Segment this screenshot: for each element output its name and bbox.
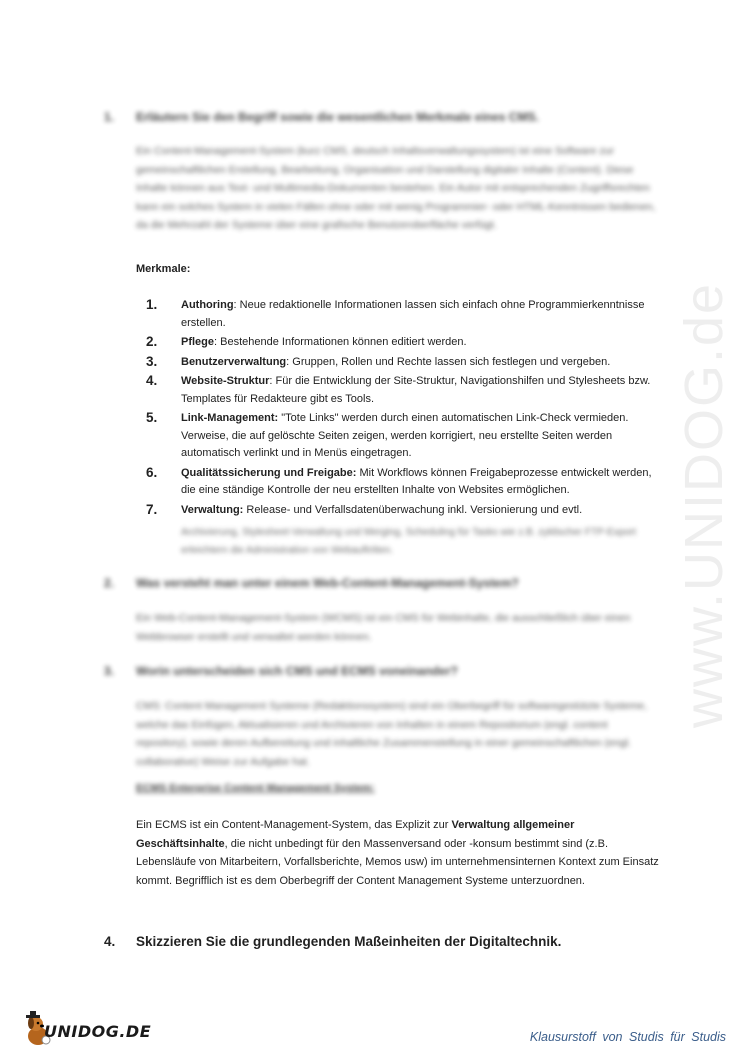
- list-number: 3.: [146, 353, 158, 369]
- ecms-text-part: Ein ECMS ist ein Content-Management-System, das Explizit zur: [136, 819, 452, 831]
- list-term: Website-Struktur: [181, 375, 270, 387]
- list-text: Mit Workflows können Freigabeprozesse entwickelt werden, die eine ständige Kontrolle der neu erstellten Inhalte von Websites ermöglichen.: [181, 466, 652, 496]
- list-number: 2.: [146, 334, 158, 349]
- watermark: [674, 280, 734, 730]
- ecms-text-part: , die nicht unbedingt für den Massenversand oder -konsum bestimmt sind (z.B. Lebensläufe von Mitarbeitern, Vorfallsberichte, Memos usw) im unternehmensinternen Kontext zum Einsatz kommt. Begrifflich ist es dem Oberbegriff der Content Management Systeme unterzuordnen.: [136, 837, 659, 887]
- question-text: Skizzieren Sie die grundlegenden Maßeinheiten der Digitaltechnik.: [136, 934, 562, 949]
- list-item: [146, 334, 656, 352]
- ecms-text-bold: Verwaltung allgemeiner Geschäftsinhalte: [136, 819, 575, 850]
- q2-answer: Ein Web-Content-Management-System (WCMS) ist ein CMS für Webinhalte, die ausschließlich über einen Webbrowser erstellt und verwaltet werden können.: [136, 612, 631, 643]
- list-separator: :: [214, 336, 221, 348]
- question-number: 4.: [104, 934, 116, 949]
- list-number: 6.: [146, 464, 158, 480]
- list-item: [146, 502, 656, 520]
- ecms-heading: ECMS Enterprise Content Management System:: [136, 782, 375, 794]
- list-text: Release- und Verfallsdatenüberwachung inkl. Versionierung und evtl.: [246, 503, 583, 516]
- footer-slogan: Klausurstoff von Studis für Studis: [529, 1030, 726, 1044]
- list-number: 4.: [146, 373, 158, 388]
- list-item: [146, 373, 656, 408]
- list-text: Für die Entwicklung der Site-Struktur, Navigationshilfen und Stylesheets bzw. Templates für Redakteure gibt es Tools.: [181, 375, 651, 405]
- question-text: Was versteht man unter einem Web-Content-Management-System?: [136, 576, 519, 590]
- question-number: 2.: [104, 576, 115, 590]
- list-separator: :: [269, 375, 276, 387]
- ecms-paragraph: [136, 816, 661, 890]
- list-text: Neue redaktionelle Informationen lassen sich einfach ohne Programmierkenntnisse erstellen.: [181, 299, 645, 329]
- merkmale-list: [146, 297, 656, 521]
- list-term: Pflege: [181, 336, 215, 348]
- list-text: Bestehende Informationen können editiert werden.: [220, 336, 467, 348]
- list-separator: :: [286, 355, 293, 368]
- verwaltung-continuation: Archivierung, Stylesheet-Verwaltung und Merging, Scheduling für Tasks wie z.B. zyklischer FTP-Export erleichtern die Administration von Webauftritten.: [181, 527, 637, 556]
- question-number: 3.: [104, 664, 115, 678]
- q3-cms-answer: CMS: Content Management Systeme (Redaktionssystem) sind ein Oberbegriff für softwaregestützte Systeme, welche das Einfügen, Aktualisieren und Archivieren von Inhalten in einem Repositorium (engl. content repository), sowie deren Aufbereitung und inhaltliche Zusammenstellung in einer gemeinschaftlichen (engl. collaborative) Weise zur Aufgabe hat.: [136, 700, 648, 768]
- list-term: Qualitätssicherung und Freigabe:: [181, 466, 357, 479]
- list-number: 7.: [146, 501, 158, 517]
- intro-paragraph: Ein Content-Management-System (kurz CMS, deutsch Inhaltsverwaltungssystem) ist eine Software zur gemeinschaftlichen Erstellung, Bearbeitung, Organisation und Darstellung digitaler Inhalte (Content). Diese Inhalte können aus Text- und Multimedia-Dokumenten bestehen. Ein Autor mit entsprechenden Zugriffsrechten kann ein solches System in vielen Fällen ohne oder mit wenig Programmier- oder HTML-Kenntnissen bedienen, da die Mehrzahl der Systeme über eine grafische Benutzeroberfläche verfügt.: [136, 145, 656, 231]
- list-number: 1.: [146, 297, 158, 312]
- question-text: Worin unterscheiden sich CMS und ECMS voneinander?: [136, 664, 458, 678]
- list-term: Authoring: [181, 299, 234, 311]
- list-item: [146, 354, 656, 372]
- question-number: 1.: [104, 110, 115, 124]
- list-text: Gruppen, Rollen und Rechte lassen sich festlegen und vergeben.: [292, 355, 611, 368]
- list-term: Benutzerverwaltung: [181, 355, 287, 368]
- list-number: 5.: [146, 410, 158, 425]
- question-text: Erläutern Sie den Begriff sowie die wesentlichen Merkmale eines CMS.: [136, 110, 539, 124]
- list-term: Link-Management:: [181, 412, 279, 424]
- list-text: "Tote Links" werden durch einen automatischen Link-Check vermieden. Verweise, die auf gelöschte Seiten zeigen, werden korrigiert, neu erstellte Seiten werden automatisch verlinkt und in Menüs eingetragen.: [181, 412, 629, 459]
- list-item: [146, 410, 656, 463]
- list-term: Verwaltung:: [181, 503, 244, 516]
- merkmale-label: Merkmale:: [136, 263, 191, 275]
- list-item: [146, 297, 656, 332]
- logo-text: UNIDOG.DE: [44, 1022, 152, 1041]
- list-item: [146, 465, 656, 500]
- watermark-text: www.UNIDOG.de: [674, 281, 734, 729]
- list-separator: :: [233, 299, 240, 311]
